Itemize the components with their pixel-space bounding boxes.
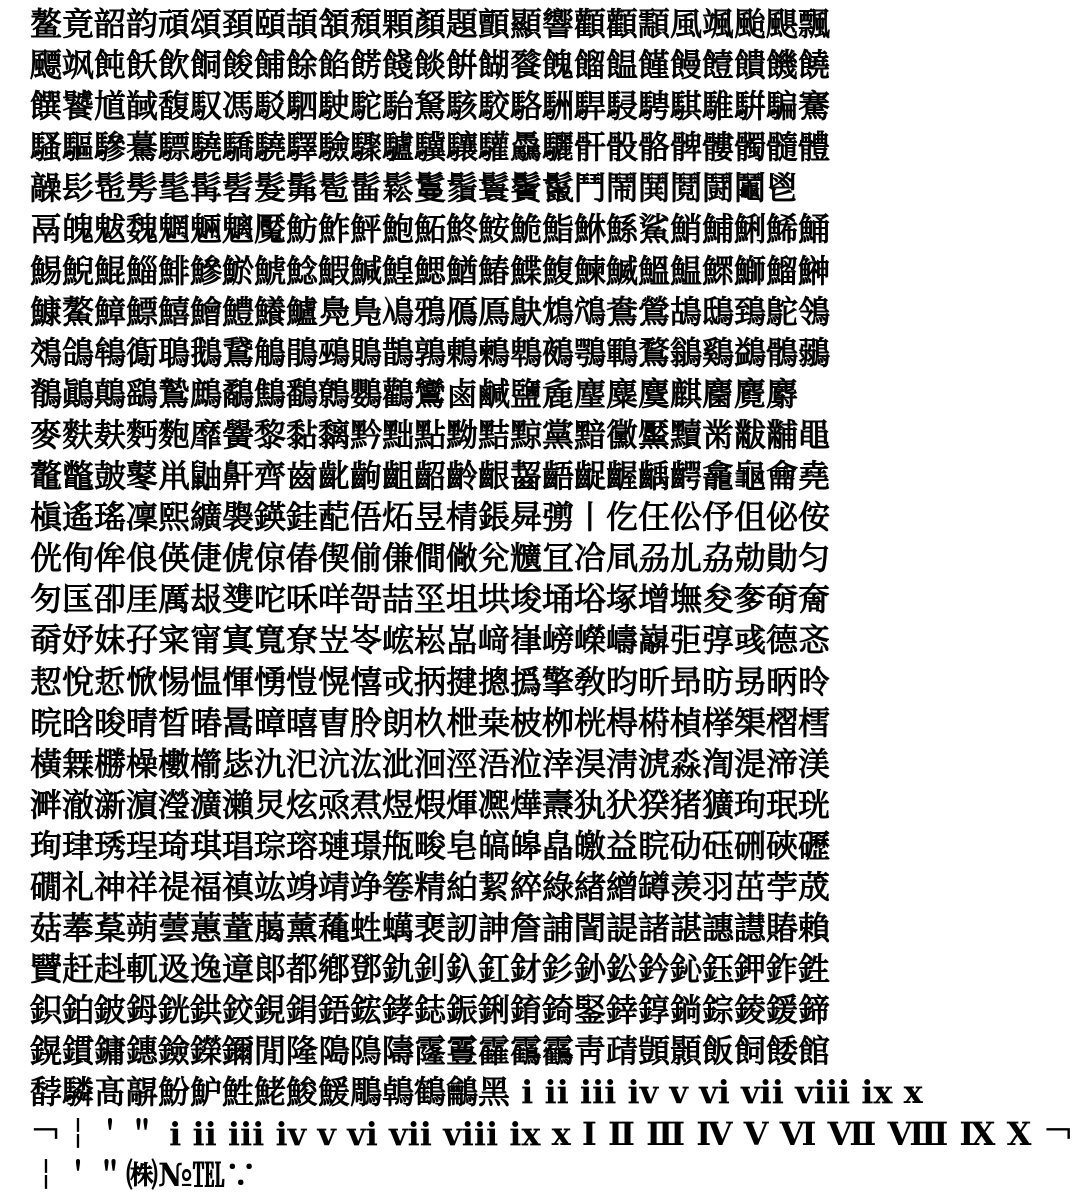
glyph-line: 騷驅驂驀驃驍驕驍驛驗驟驢驥驤驩驫驪骭骰骼髀髏髑髓體 <box>30 128 831 167</box>
glyph-line: 饌饕馗馘馥馭馮駁駟駛駝駘駑駭駮駱駲駻駸騁騏騅騈騙騫 <box>30 87 831 126</box>
glyph-line: 鵁鴿鴾鵆鵈鵝鵞鵤鵑鵐鵙鵲鶉鶇鶫鵯鵺鶚鶤鶩鶲鷄鷁鶻鶸 <box>30 333 831 372</box>
glyph-line: 髞髟髢髣髦髯髫髮髴髱髷鬆鬘鬚鬟鬢鬣鬥鬧鬨鬩鬪鬮鬯 <box>30 169 799 208</box>
glyph-line: ￢￤＇＂ ⅰ ⅱ ⅲ ⅳ ⅴ ⅵ ⅶ ⅷ ⅸ ⅹ Ⅰ Ⅱ Ⅲ Ⅳ Ⅴ Ⅵ Ⅶ Ⅷ Ⅸ Ⅹ ￢ <box>30 1114 1075 1153</box>
glyph-line: 菇菶葈蒴蕓蕙蕫﨟薰蘒﨡蠇裵訒訷詹誧誾諟諸諶譓譿賰賴 <box>30 909 831 948</box>
glyph-line: 礀礼神祥禔福禛竑竧靖竫箞精絈絜綷綠緖繒罇羡羽茁荢荿 <box>30 867 831 906</box>
glyph-line: 晥晗晙晴晳暙暠暲暿曺朎朗杦枻桒柀栁桄棏﨓楨﨔榘槢樰 <box>30 703 831 742</box>
glyph-line: 槇遙瑤凜熙纊褜鍈銈蓜俉炻昱棈鋹曻彅丨仡仼伀伃伹佖侒 <box>30 498 831 537</box>
glyph-line: 鼇鼈皷鼕鼡鼬鼾齊齒齔齣齟齠齡齦齧齬齪齷齲齶龕龜龠堯 <box>30 457 831 496</box>
glyph-line: 匇匤卲厓厲叝﨎咜咊咩哿喆坙坥垬埈埇﨏塚增墲夋奓奛奝 <box>30 580 831 619</box>
glyph-line: 恝悅悊惞惕愠惲愑愷愰憘戓抦揵摠撝擎敎昀昕昻昉昮昞昤 <box>30 662 831 701</box>
glyph-line: 鶺鷆鷏鷂鷙鷓鷸鷦鷭鷯鸚鸛鸞鹵鹹鹽麁麈麋麌麒麕麑麝 <box>30 374 799 413</box>
glyph-line: 鳌竟韶韵頑頌頚頤頡頷頹顆顏題顫顯響顴顴顬風颯颱颶飄 <box>30 5 831 43</box>
glyph-line: 鎤鏆鏞鏸鐱鑅鑈閒隆﨩隝隯霳霻靃靍靏靑靕顗顥飯飼餧館 <box>30 1032 831 1071</box>
glyph-line: 鯣鯢鯤鯔鯡鰺鯲鯱鯰鰕鰔鰉鰓鰌鰆鰈鰒鰊鰄鰮鰛鰥鰤鰡鰰 <box>30 251 831 290</box>
glyph-line: 飃飒飩飫飲餇餕餔餘餡餝餞餤餠餬餮餽餾饂饉饅饐饋饑饒 <box>30 46 831 85</box>
glyph-line: 鱇鰲鱆鰾鱚鱠鱧鱶鱸鳧鳬鳰鴉鴈鳫鴃鴆鴪鴦鶯鴣鴟鵄鴕鴒 <box>30 292 831 331</box>
glyph-line: 橫橆橳橾櫢櫤毖氿汜沆汯泚洄涇浯涖涬淏淸淲淼渹湜渧渼 <box>30 744 831 783</box>
glyph-line: 馞驎髙髜魵魲鮏鮱鮻鰀鵰鵫鶴鸙黑 ⅰ ⅱ ⅲ ⅳ ⅴ ⅵ ⅶ ⅷ ⅸ ⅹ <box>30 1073 923 1112</box>
glyph-line: 侊侚侔俍偀倢俿倞偆偰偂傔僴僘兊兤冝冾凬刕劜劦勀勛匀 <box>30 539 831 578</box>
glyph-line: 贒赶﨣軏﨤逸遧郞都鄕鄧釚釗釞釭釮釤釥鈆鈐鈊鈺鉀鈼鉎 <box>30 950 831 989</box>
glyph-line: 溿澈澵濵瀅瀇瀨炅炫焏焄煜煆煇凞燁燾犱犾猤猪獷玽珉珖 <box>30 785 831 824</box>
glyph-line: 珣珒琇珵琦琪琩琮瑢璉璟甁畯皂皜皞皛皦益睆劯砡硎硤礰 <box>30 826 831 865</box>
glyph-line: 鬲魄魃魏魍魎魑魘魴鮓鮃鮑鮖鮗鮟鮠鮨鮴鯀鯊鮹鯆鯏鯑鯒 <box>30 210 831 249</box>
glyph-line: 奣妤妺孖寀甯寘寬尞岦岺峵崧嵓﨑嵂嵭嶸嶹巐弡弴彧德忞 <box>30 621 831 660</box>
glyph-line: 鉙鉑鈹鉧銧鉷鉸鋧鋗鋙鋐﨧鋕鋠鋓錥錡鋻﨨錞鋿錝錂鍰鍗 <box>30 991 831 1030</box>
glyph-line: 麥麩麸麪麭靡黌黎黏黐黔黜點黝黠黥黨黯黴黶黷黹黻黼黽 <box>30 415 831 454</box>
glyph-line: ￤＇＂㈱№℡∵ <box>30 1155 257 1194</box>
